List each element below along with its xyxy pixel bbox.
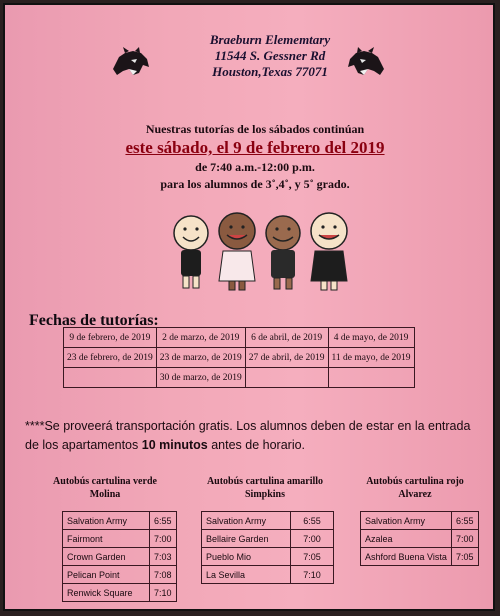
intro-text: Nuestras tutorías de los sábados continúan: [145, 122, 365, 136]
notice-emphasis: 10 minutos: [141, 438, 208, 452]
table-row: [63, 512, 177, 530]
school-header: [175, 32, 365, 80]
stop-time: 7:00: [291, 530, 334, 548]
stop-time: 7:03: [150, 548, 177, 566]
table-row: [361, 512, 479, 530]
stop-name: Ashford Buena Vista: [361, 548, 452, 566]
date-cell: 9 de febrero, de 2019: [64, 328, 157, 348]
bus-name: Autobús cartulina rojo: [366, 476, 464, 487]
panther-logo-icon: [111, 47, 151, 79]
table-row: [361, 548, 479, 566]
stop-name: Renwick Square: [63, 584, 150, 602]
stop-name: Bellaire Garden: [202, 530, 291, 548]
date-cell: 27 de abril, de 2019: [245, 348, 328, 368]
child-figure-1: [174, 216, 208, 288]
date-cell: 23 de marzo, de 2019: [156, 348, 245, 368]
bus-driver: Alvarez: [398, 489, 432, 500]
child-figure-2: [219, 213, 255, 290]
stop-time: 7:05: [291, 548, 334, 566]
table-row: [64, 328, 415, 348]
table-row: [361, 530, 479, 548]
table-row: [64, 348, 415, 368]
children-clipart: [167, 209, 355, 295]
bus-name: Autobús cartulina verde: [53, 476, 157, 487]
bus-green-title: [45, 475, 165, 501]
child-figure-4: [311, 213, 347, 290]
table-row: [63, 584, 177, 602]
child-figure-3: [266, 216, 300, 289]
stop-time: 6:55: [150, 512, 177, 530]
stop-name: Salvation Army: [63, 512, 150, 530]
stop-time: 7:08: [150, 566, 177, 584]
stop-name: La Sevilla: [202, 566, 291, 584]
bus-red-title: [355, 475, 475, 501]
date-cell: [64, 368, 157, 388]
stop-time: 7:05: [452, 548, 479, 566]
date-cell: 11 de mayo, de 2019: [328, 348, 414, 368]
table-row: [63, 566, 177, 584]
stop-name: Pueblo Mio: [202, 548, 291, 566]
table-row: [202, 548, 334, 566]
stop-time: 6:55: [291, 512, 334, 530]
bus-driver: Simpkins: [244, 489, 286, 500]
transport-notice: [25, 417, 485, 455]
date-cell: 30 de marzo, de 2019: [156, 368, 245, 388]
bus-yellow-title: [195, 475, 335, 501]
notice-text: ****Se proveerá transportación gratis. Los alumnos deben de estar en la entrada de los apartamentos: [25, 419, 471, 452]
stop-name: Pelican Point: [63, 566, 150, 584]
notice-text-end: antes de horario.: [207, 438, 306, 452]
stop-name: Azalea: [361, 530, 452, 548]
dates-title: Fechas de tutorías:: [29, 312, 159, 329]
stop-time: 7:00: [150, 530, 177, 548]
dates-table: [63, 327, 415, 388]
table-row: [202, 566, 334, 584]
stop-time: 7:10: [150, 584, 177, 602]
stop-time: 7:10: [291, 566, 334, 584]
bus-green-schedule: [62, 511, 177, 602]
school-address: 11544 S. Gessner Rd: [214, 48, 326, 63]
date-cell: 23 de febrero, de 2019: [64, 348, 157, 368]
bus-driver: Molina: [89, 489, 121, 500]
bus-yellow-schedule: [201, 511, 334, 584]
stop-time: 7:00: [452, 530, 479, 548]
stop-time: 6:55: [452, 512, 479, 530]
headline-date: este sábado, el 9 de febrero del 2019: [125, 138, 385, 157]
table-row: [63, 530, 177, 548]
grade-levels: para los alumnos de 3˚,4˚, y 5˚ grado.: [160, 177, 350, 191]
session-time: de 7:40 a.m.-12:00 p.m.: [195, 160, 315, 174]
table-row: [202, 512, 334, 530]
flyer-page: [3, 3, 495, 611]
school-city: Houston,Texas 77071: [212, 64, 328, 79]
school-name: Braeburn Elememtary: [209, 32, 331, 47]
table-row: [64, 368, 415, 388]
table-row: [63, 548, 177, 566]
stop-name: Salvation Army: [202, 512, 291, 530]
bus-name: Autobús cartulina amarillo: [206, 476, 324, 487]
date-cell: 2 de marzo, de 2019: [156, 328, 245, 348]
stop-name: Crown Garden: [63, 548, 150, 566]
stop-name: Fairmont: [63, 530, 150, 548]
date-cell: 4 de mayo, de 2019: [328, 328, 414, 348]
date-cell: [328, 368, 414, 388]
date-cell: 6 de abril, de 2019: [245, 328, 328, 348]
table-row: [202, 530, 334, 548]
stop-name: Salvation Army: [361, 512, 452, 530]
bus-red-schedule: [360, 511, 479, 566]
date-cell: [245, 368, 328, 388]
